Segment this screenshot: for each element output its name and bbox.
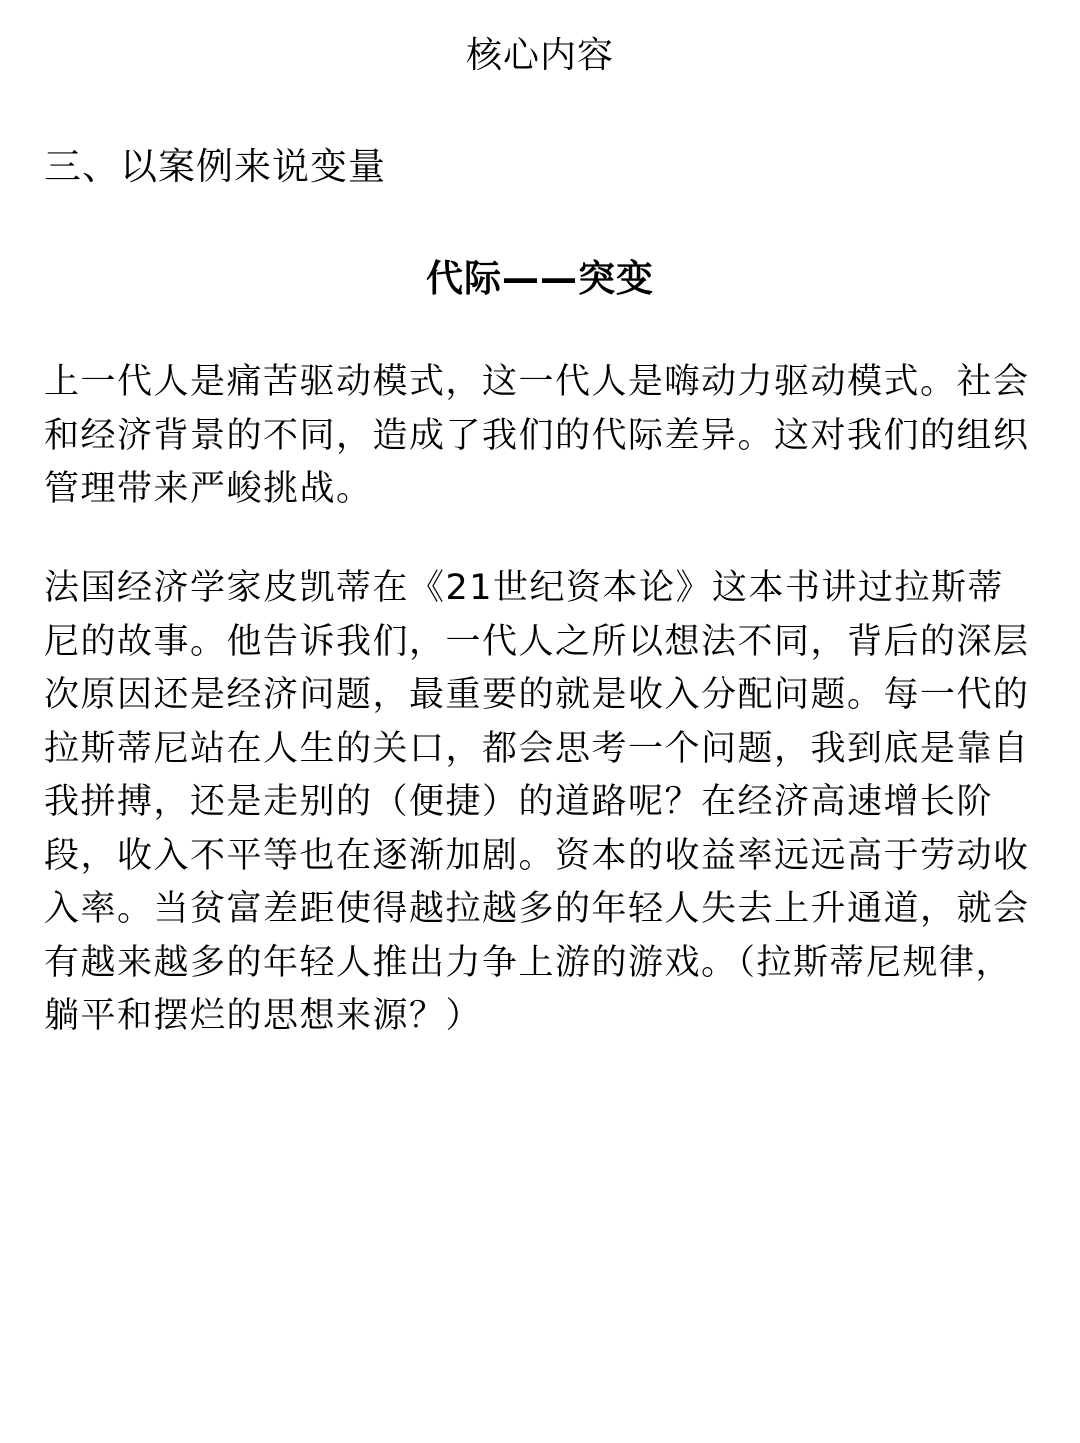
paragraph-piketty-rastignac: 法国经济学家皮凯蒂在《21世纪资本论》这本书讲过拉斯蒂尼的故事。他告诉我们，一代人之所以想法不同，背后的深层次原因还是经济问题，最重要的就是收入分配问题。每一代的拉斯蒂尼站在人生的关口，都会思考一个问题，我到底是靠自我拼搏，还是走别的（便捷）的道路呢？在经济高速增长阶段，收入不平等也在逐渐加剧。资本的收益率远远高于劳动收入率。当贫富差距使得越拉越多的年轻人失去上升通道，就会有越来越多的年轻人推出力争上游的游戏。（拉斯蒂尼规律，躺平和摆烂的思想来源？）: [44, 568, 1030, 1036]
page-title: 核心内容: [465, 35, 614, 76]
section-heading: 三、以案例来说变量: [44, 145, 386, 188]
sub-heading: 代际——突变: [426, 257, 654, 300]
paragraph-generational-drive: 上一代人是痛苦驱动模式，这一代人是嗨动力驱动模式。社会和经济背景的不同，造成了我们的代际差异。这对我们的组织管理带来严峻挑战。: [44, 362, 1030, 509]
